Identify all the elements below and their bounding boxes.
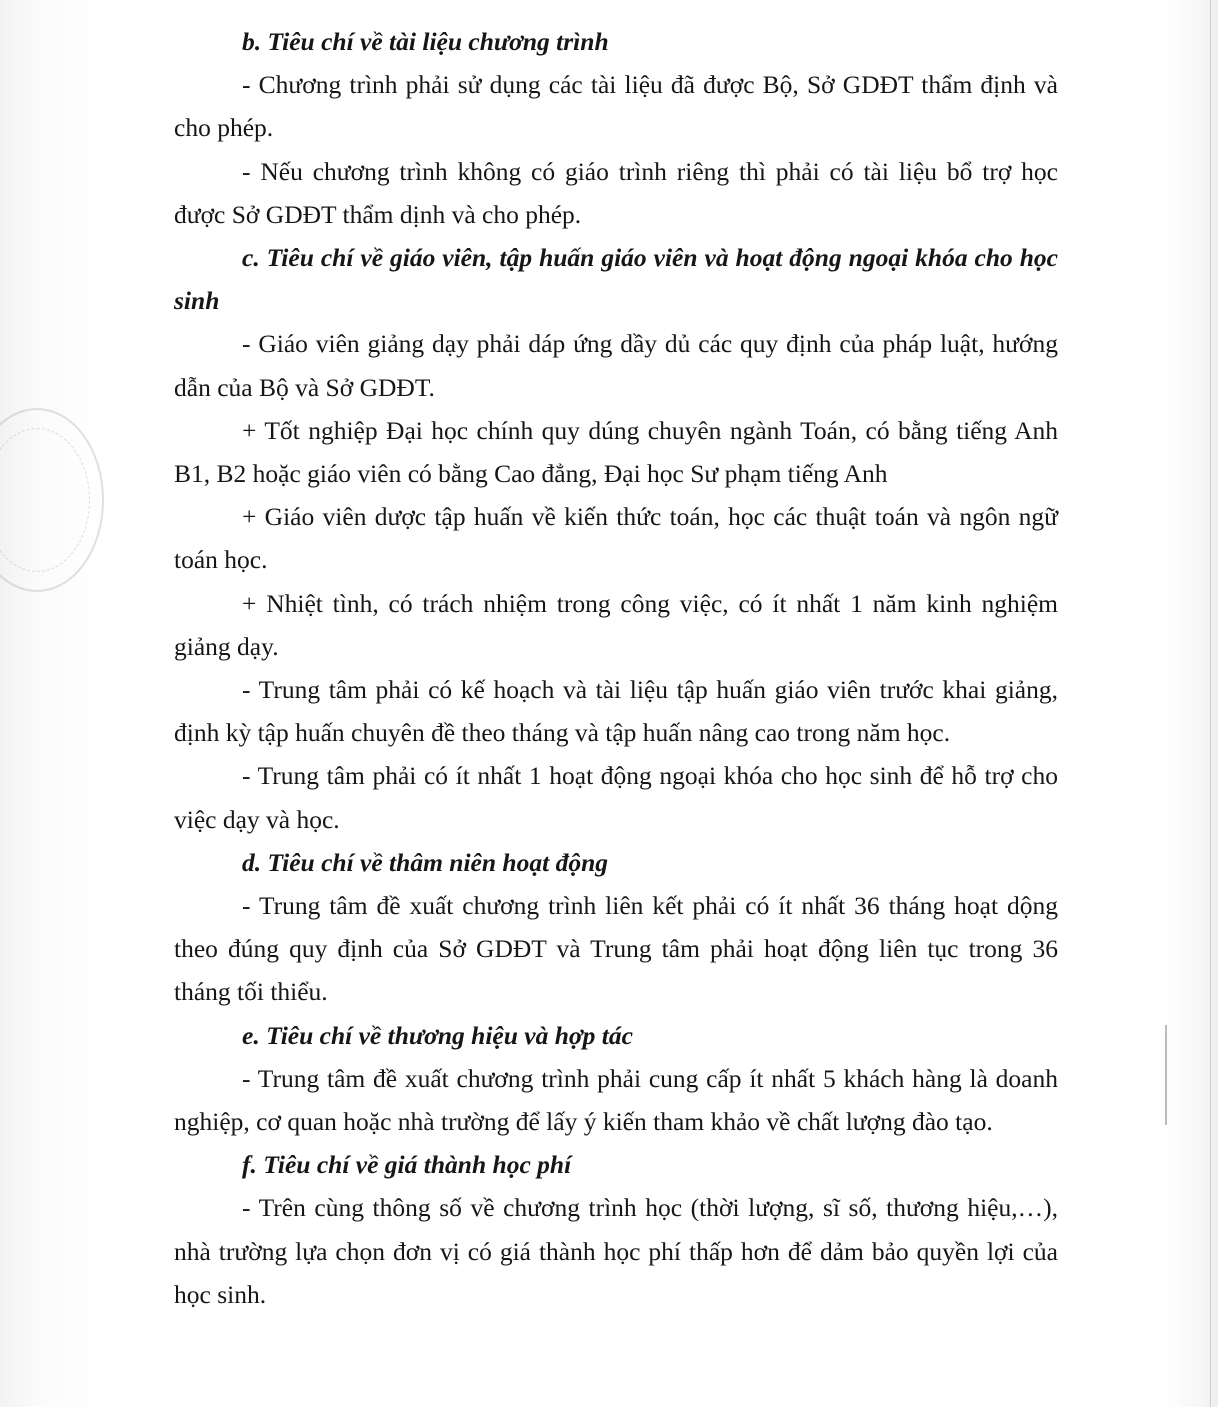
paragraph: - Chương trình phải sử dụng các tài liệu đã được Bộ, Sở GDĐT thẩm định và cho phép.: [174, 70, 1058, 143]
paragraph: - Trung tâm phải có ít nhất 1 hoạt động ngoại khóa cho học sinh để hỗ trợ cho việc dạy và học.: [174, 761, 1058, 834]
page-edge: [1210, 0, 1211, 1407]
section-heading-b: b. Tiêu chí về tài liệu chương trình: [242, 27, 609, 56]
faded-stamp-seal: [0, 408, 104, 592]
paragraph: + Nhiệt tình, có trách nhiệm trong công việc, có ít nhất 1 năm kinh nghiệm giảng dạy.: [174, 588, 1058, 661]
paragraph: + Giáo viên dược tập huấn về kiến thức toán, học các thuật toán và ngôn ngữ toán học.: [174, 502, 1058, 575]
scan-artifact-line: [1165, 1025, 1167, 1125]
document-body: [174, 20, 1058, 1316]
section-heading-f: f. Tiêu chí về giá thành học phí: [242, 1150, 572, 1180]
paragraph: - Giáo viên giảng dạy phải dáp ứng dầy dủ các quy định của pháp luật, hướng dẫn của Bộ và Sở GDĐT.: [174, 329, 1058, 402]
paragraph: - Nếu chương trình không có giáo trình riêng thì phải có tài liệu bổ trợ học được Sở GDĐT thẩm dịnh và cho phép.: [174, 156, 1058, 229]
section-heading-d: d. Tiêu chí về thâm niên hoạt động: [242, 847, 609, 877]
paragraph: - Trung tâm phải có kế hoạch và tài liệu tập huấn giáo viên trước khai giảng, định kỳ tập huấn chuyên đề theo tháng và tập huấn nâng cao trong năm học.: [174, 675, 1058, 748]
section-heading-e: e. Tiêu chí về thương hiệu và hợp tác: [242, 1020, 633, 1050]
paragraph: + Tốt nghiệp Đại học chính quy dúng chuyên ngành Toán, có bằng tiếng Anh B1, B2 hoặc giáo viên có bằng Cao đẳng, Đại học Sư phạm tiếng Anh: [174, 415, 1058, 489]
paragraph: - Trung tâm đề xuất chương trình phải cung cấp ít nhất 5 khách hàng là doanh nghiệp, cơ quan hoặc nhà trường để lấy ý kiến tham khảo về chất lượng đào tạo.: [174, 1063, 1058, 1137]
paragraph: - Trên cùng thông số về chương trình học (thời lượng, sĩ số, thương hiệu,…), nhà trường lựa chọn đơn vị có giá thành học phí thấp hơn để dảm bảo quyền lợi của học sinh.: [174, 1193, 1058, 1309]
paragraph: - Trung tâm đề xuất chương trình liên kết phải có ít nhất 36 tháng hoạt dộng theo đúng quy định của Sở GDĐT và Trung tâm phải hoạt động liên tục trong 36 tháng tối thiểu.: [174, 891, 1058, 1007]
section-heading-c: c. Tiêu chí về giáo viên, tập huấn giáo viên và hoạt động ngoại khóa cho học sinh: [174, 243, 1058, 316]
